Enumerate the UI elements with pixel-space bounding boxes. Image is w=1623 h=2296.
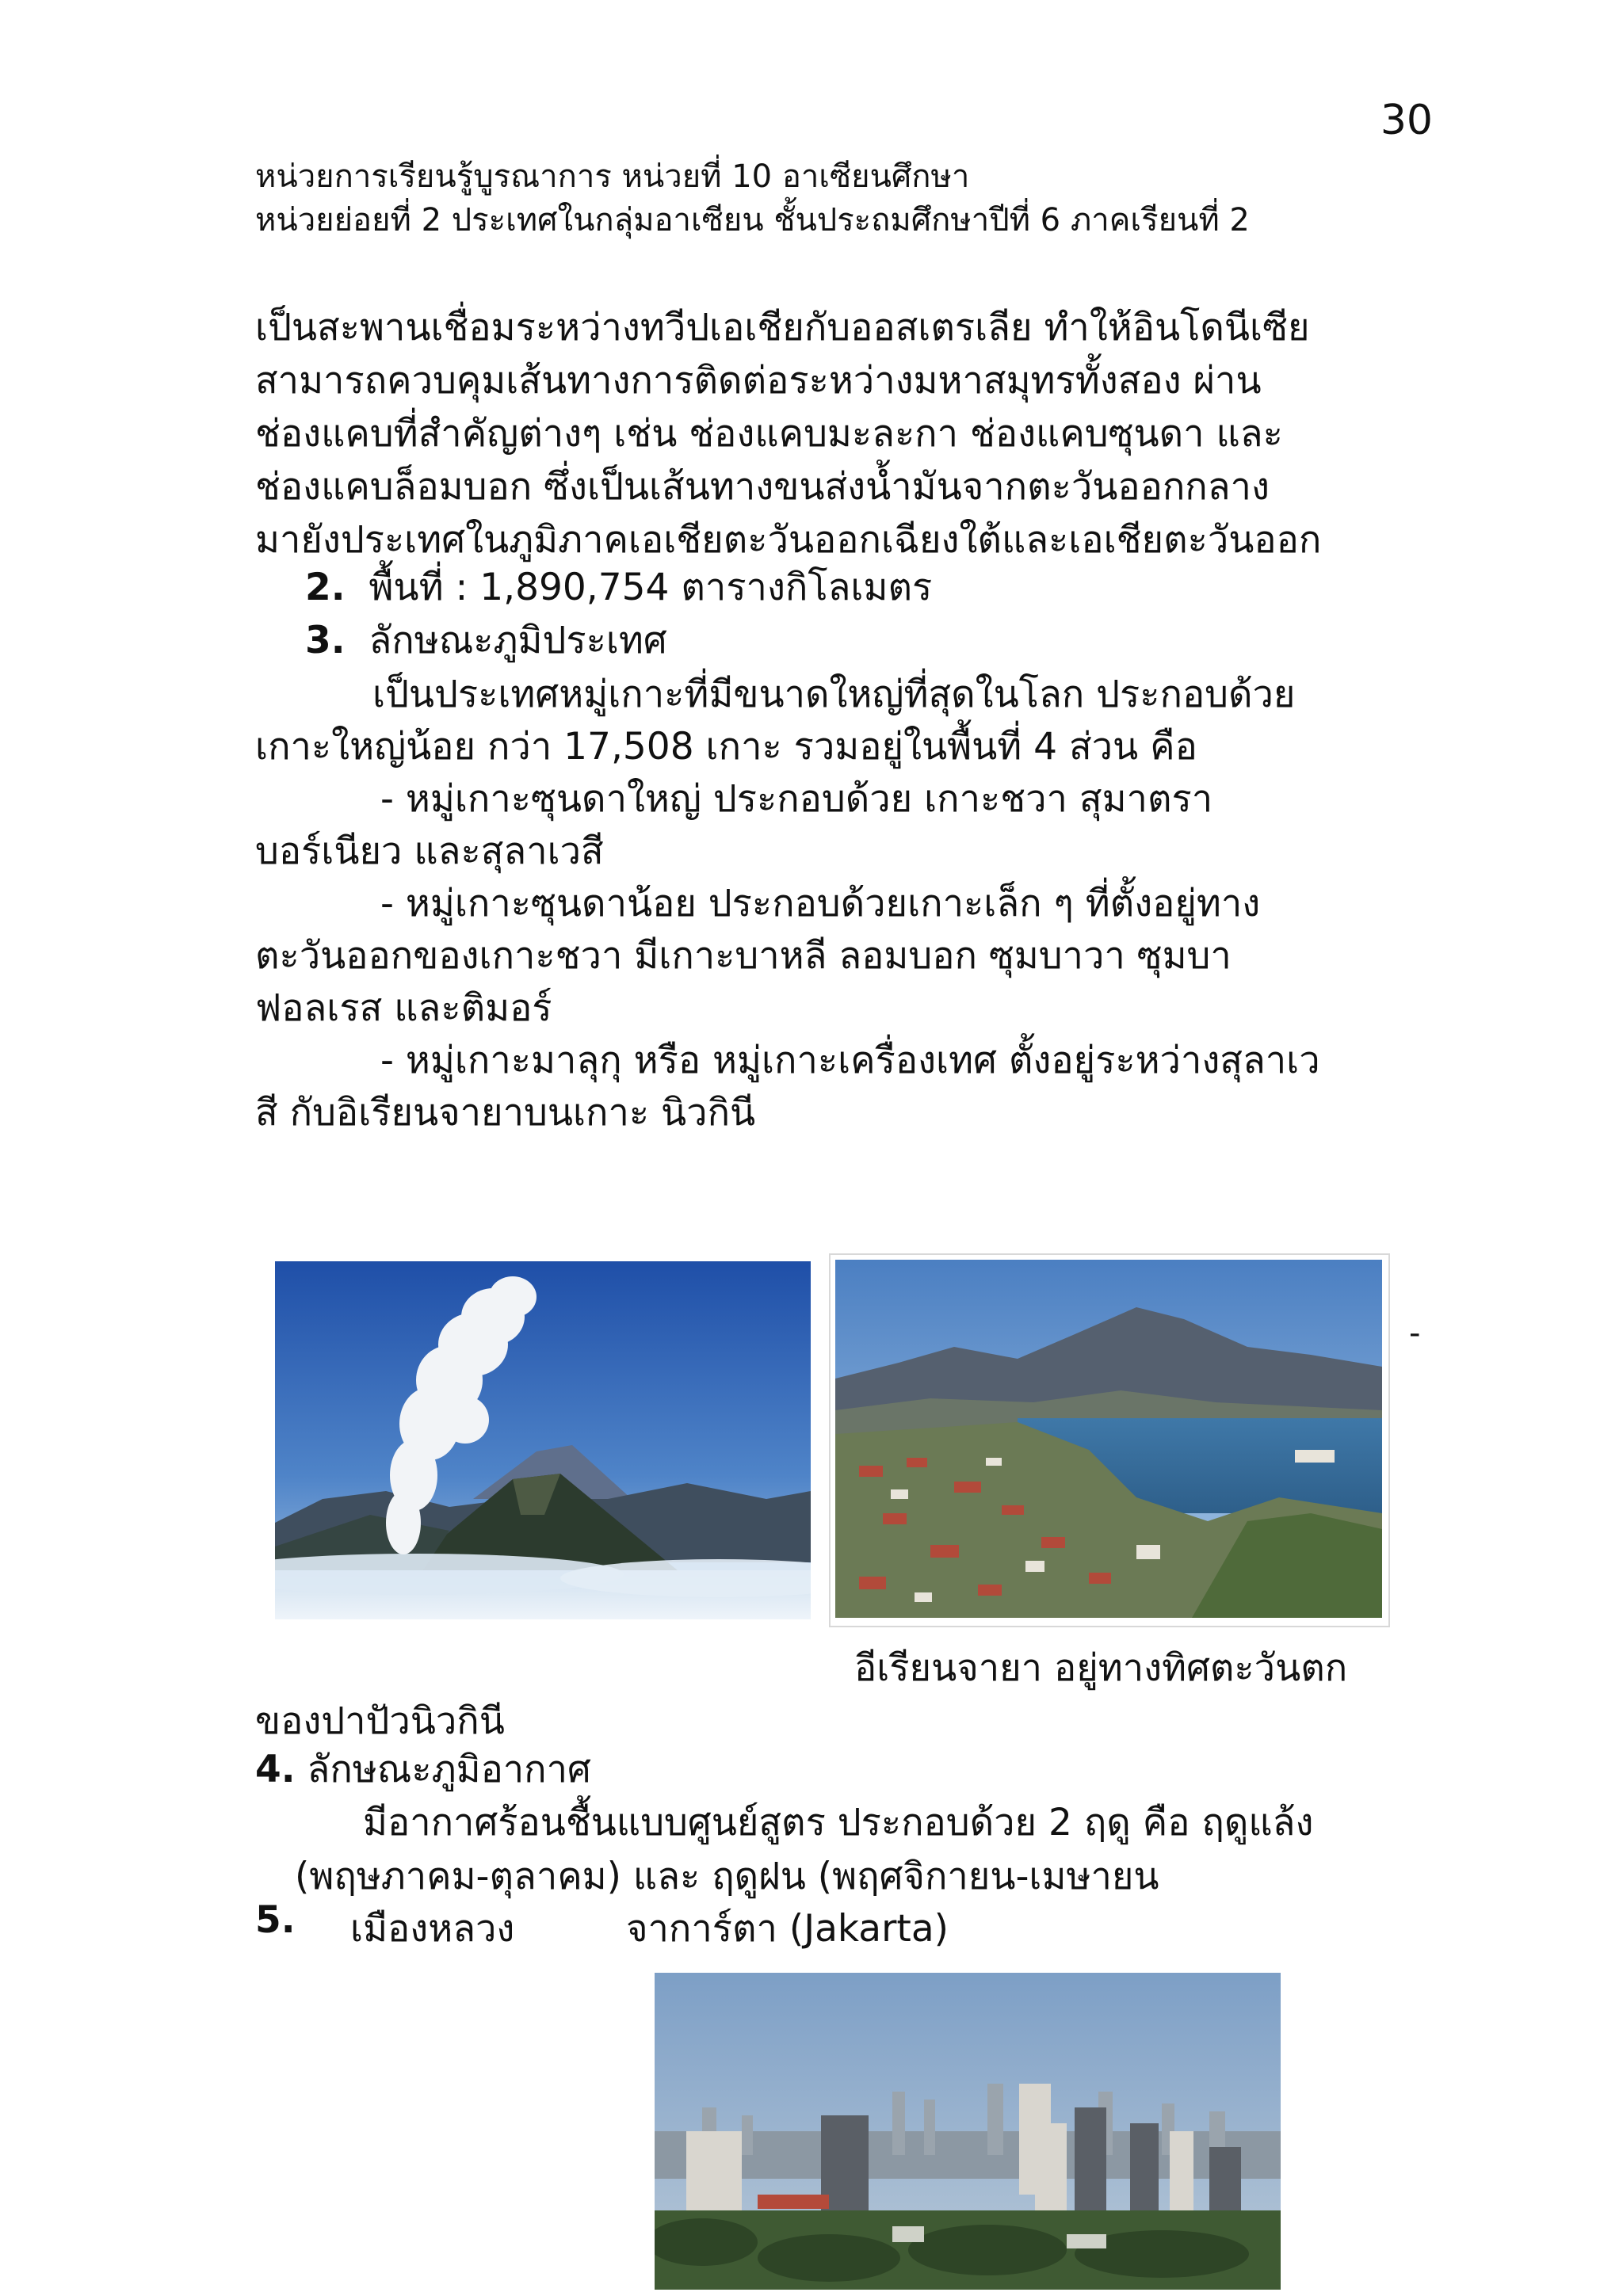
item-4-text: ลักษณะภูมิอากาศ — [307, 1748, 591, 1791]
header-line-1: หน่วยการเรียนรู้บูรณาการ หน่วยที่ 10 อาเซียนศึกษา — [255, 158, 970, 195]
geo-line-9: สี กับอิเรียนจายาบนเกาะ นิวกินี — [255, 1091, 756, 1135]
intro-line-5: มายังประเทศในภูมิภาคเอเชียตะวันออกเฉียงใต้และเอเชียตะวันออก — [255, 518, 1322, 562]
geo-line-3: - หมู่เกาะซุนดาใหญ่ ประกอบด้วย เกาะชวา สุมาตรา — [380, 777, 1213, 821]
geo-line-7: ฟอลเรส และติมอร์ — [255, 986, 552, 1030]
page-number: 30 — [1380, 97, 1433, 144]
intro-line-1: เป็นสะพานเชื่อมระหว่างทวีปเอเชียกับออสเตรเลีย ทำให้อินโดนีเซีย — [255, 306, 1310, 349]
geo-line-6: ตะวันออกของเกาะชวา มีเกาะบาหลี ลอมบอก ซุมบาวา ซุมบา — [255, 934, 1232, 978]
jakarta-skyline-photo — [655, 1973, 1281, 2290]
item-5-label: เมืองหลวง — [350, 1907, 515, 1951]
climate-line-2: (พฤษภาคม-ตุลาคม) และ ฤดูฝน (พฤศจิกายน-เมษายน — [295, 1855, 1159, 1898]
intro-line-3: ช่องแคบที่สำคัญต่างๆ เช่น ช่องแคบมะละกา ช่องแคบซุนดา และ — [255, 412, 1283, 456]
geo-line-4: บอร์เนียว และสุลาเวสี — [255, 830, 604, 873]
item-3-number: 3. — [305, 619, 346, 662]
item-5-number: 5. — [255, 1898, 296, 1942]
item-2-text: พื้นที่ : 1,890,754 ตารางกิโลเมตร — [369, 566, 933, 609]
geo-line-8: - หมู่เกาะมาลุกุ หรือ หมู่เกาะเครื่องเทศ ตั้งอยู่ระหว่างสุลาเว — [380, 1039, 1320, 1082]
geo-line-5: - หมู่เกาะซุนดาน้อย ประกอบด้วยเกาะเล็ก ๆ ที่ตั้งอยู่ทาง — [380, 882, 1261, 925]
item-4-number: 4. — [255, 1748, 296, 1791]
photo-caption-line-1: อีเรียนจายา อยู่ทางทิศตะวันตก — [854, 1646, 1348, 1690]
irian-jaya-photo — [835, 1260, 1382, 1618]
intro-line-4: ช่องแคบล็อมบอก ซึ่งเป็นเส้นทางขนส่งน้ำมันจากตะวันออกกลาง — [255, 465, 1270, 509]
geo-line-2: เกาะใหญ่น้อย กว่า 17,508 เกาะ รวมอยู่ในพื้นที่ 4 ส่วน คือ — [255, 725, 1197, 769]
header-line-2: หน่วยย่อยที่ 2 ประเทศในกลุ่มอาเซียน ชั้นประถมศึกษาปีที่ 6 ภาคเรียนที่ 2 — [255, 202, 1250, 238]
item-5-text: จาการ์ตา (Jakarta) — [626, 1907, 949, 1951]
item-4-heading — [255, 1739, 591, 1798]
photo-caption-line-2: ของปาปัวนิวกินี — [255, 1699, 505, 1743]
item-3-heading — [305, 610, 667, 669]
dash-mark: - — [1409, 1315, 1421, 1352]
volcano-photo — [275, 1261, 811, 1619]
item-3-text: ลักษณะภูมิประเทศ — [369, 619, 667, 662]
geo-line-1: เป็นประเทศหมู่เกาะที่มีขนาดใหญ่ที่สุดในโลก ประกอบด้วย — [372, 673, 1296, 716]
item-2-area — [305, 557, 932, 616]
climate-line-1: มีอากาศร้อนชื้นแบบศูนย์สูตร ประกอบด้วย 2 ฤดู คือ ฤดูแล้ง — [363, 1801, 1314, 1844]
item-2-number: 2. — [305, 566, 346, 609]
intro-line-2: สามารถควบคุมเส้นทางการติดต่อระหว่างมหาสมุทรทั้งสอง ผ่าน — [255, 359, 1262, 402]
